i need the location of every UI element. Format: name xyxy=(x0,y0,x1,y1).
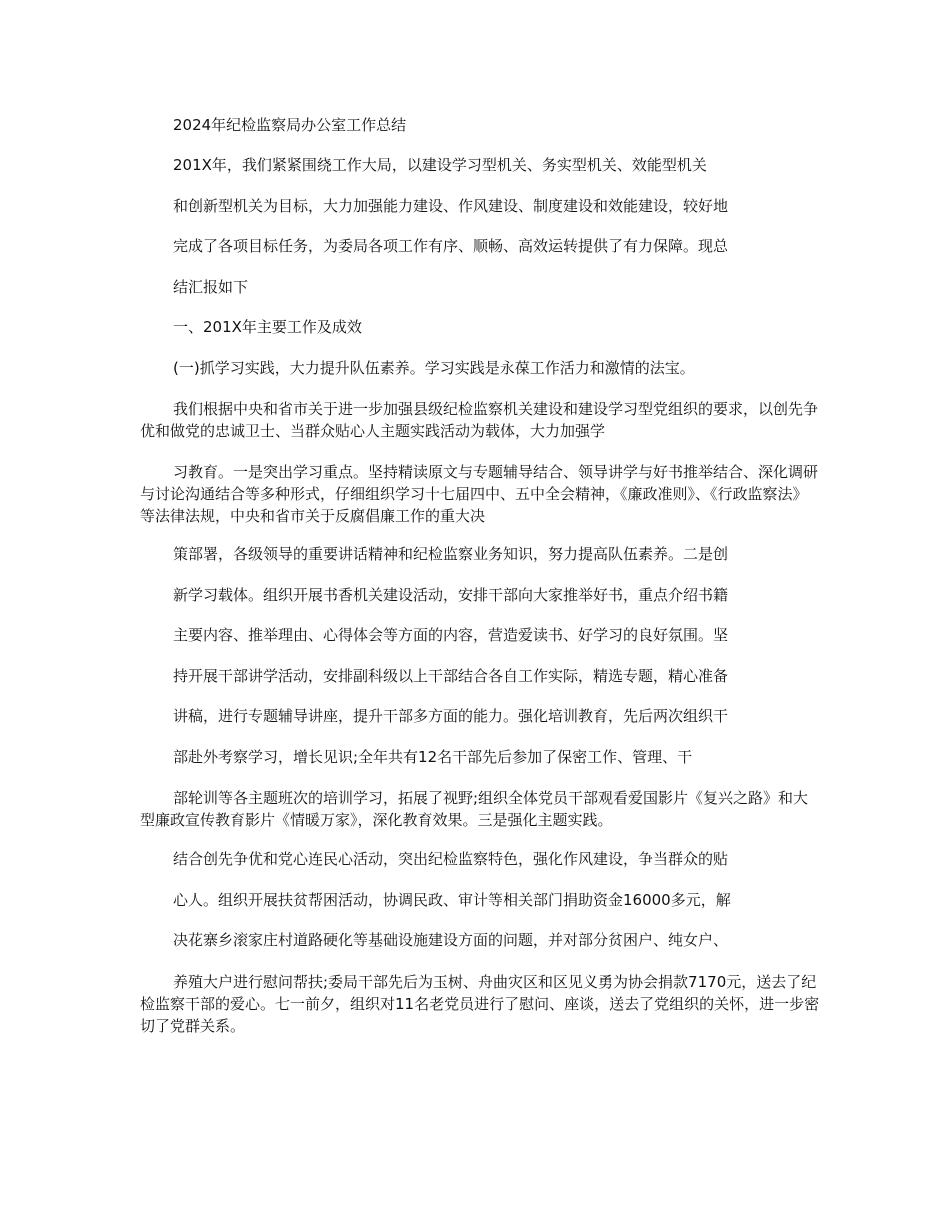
paragraph-line: 部赴外考察学习，增长见识;全年共有12名干部先后参加了保密工作、管理、干 xyxy=(173,748,693,766)
paragraph-line: 策部署，各级领导的重要讲话精神和纪检监察业务知识，努力提高队伍素养。二是创 xyxy=(173,545,729,563)
paragraph-line: 持开展干部讲学活动，安排副科级以上干部结合各自工作实际，精选专题，精心准备 xyxy=(173,667,729,685)
paragraph-line: 和创新型机关为目标，大力加强能力建设、作风建设、制度建设和效能建设，较好地 xyxy=(173,197,729,215)
paragraph-line: 心人。组织开展扶贫帮困活动，协调民政、审计等相关部门捐助资金16000多元，解 xyxy=(173,891,731,909)
paragraph-line: 完成了各项目标任务，为委局各项工作有序、顺畅、高效运转提供了有力保障。现总 xyxy=(173,237,729,255)
paragraph-line: 结汇报如下 xyxy=(173,278,249,296)
paragraph-line: 201X年，我们紧紧围绕工作大局，以建设学习型机关、务实型机关、效能型机关 xyxy=(173,156,707,174)
document-title: 2024年纪检监察局办公室工作总结 xyxy=(173,116,407,134)
paragraph-line: 主要内容、推举理由、心得体会等方面的内容，营造爱读书、好学习的良好氛围。坚 xyxy=(173,626,729,644)
paragraph-line: 决花寨乡滚家庄村道路硬化等基础设施建设方面的问题，并对部分贫困户、纯女户、 xyxy=(173,931,729,949)
paragraph-block: 我们根据中央和省市关于进一步加强县级纪检监察机关建设和建设学习型党组织的要求，以创先争优和做党的忠诚卫士、当群众贴心人主题实践活动为载体，大力加强学 xyxy=(140,400,819,440)
subsection-heading: (一)抓学习实践，大力提升队伍素养。学习实践是永葆工作活力和激情的法宝。 xyxy=(173,359,695,377)
paragraph-block: 养殖大户进行慰问帮扶;委局干部先后为玉树、舟曲灾区和区见义勇为协会捐款7170元，送去了纪检监察干部的爱心。七一前夕，组织对11名老党员进行了慰问、座谈，送去了党组织的关怀，进一步密切了党群关系。 xyxy=(140,973,820,1035)
section-heading: 一、201X年主要工作及成效 xyxy=(173,318,362,336)
paragraph-line: 新学习载体。组织开展书香机关建设活动，安排干部向大家推举好书，重点介绍书籍 xyxy=(173,586,729,604)
paragraph-line: 讲稿，进行专题辅导讲座，提升干部多方面的能力。强化培训教育，先后两次组织干 xyxy=(173,707,729,725)
paragraph-line: 结合创先争优和党心连民心活动，突出纪检监察特色，强化作风建设，争当群众的贴 xyxy=(173,850,729,868)
paragraph-block: 习教育。一是突出学习重点。坚持精读原文与专题辅导结合、领导讲学与好书推举结合、深化调研与讨论沟通结合等多种形式，仔细组织学习十七届四中、五中全会精神，《廉政准则》、《行政监察法》等法律法规，中央和省市关于反腐倡廉工作的重大决 xyxy=(140,463,819,525)
paragraph-block: 部轮训等各主题班次的培训学习，拓展了视野;组织全体党员干部观看爱国影片《复兴之路》和大型廉政宣传教育影片《情暖万家》，深化教育效果。三是强化主题实践。 xyxy=(140,789,809,829)
